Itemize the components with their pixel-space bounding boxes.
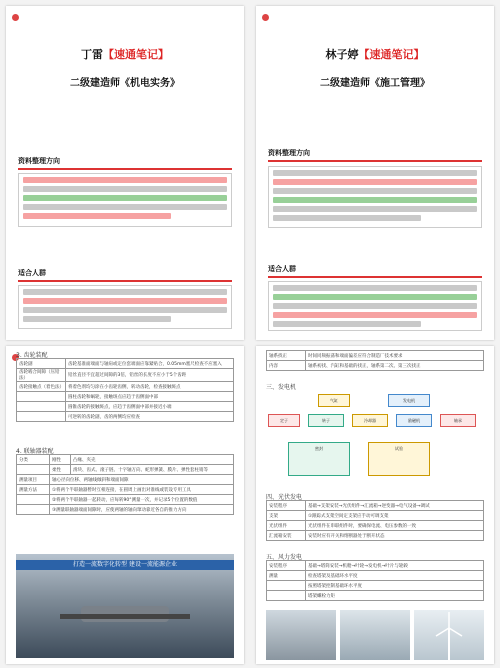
table-row: 安装程序 基础→塔筒安装→机舱→叶轮→发电机→叶片与轮毂: [267, 561, 484, 571]
section-divider: [18, 168, 232, 170]
table-row: 柔性 滑块、齿式、滚子链、十字轴万向、蛇形弹簧、膜片、弹性套柱销等: [17, 465, 234, 475]
heading-gear: 3. 齿轮装配: [16, 352, 48, 359]
section-divider: [268, 276, 482, 278]
heading-pv: 四、光伏发电: [266, 494, 303, 501]
table-row: 光伏组件 光伏组件在串联组件时，要确保电流、电压参数的一致: [267, 521, 484, 531]
heading-generator: 三、发电机: [266, 384, 297, 391]
table-row: ②将两个半联轴器一起转动，应每转90°测量一次，并记录5个位置的数值: [17, 495, 234, 505]
alignment-table: [266, 350, 484, 371]
page-jidian: [6, 6, 244, 340]
table-row: ③测量联轴器端面间隙时，应使两轴的轴向窜动靠近各自的推力方向: [17, 505, 234, 515]
diagram-node: 密封: [288, 442, 350, 476]
section-title-direction: 资料整理方向: [268, 149, 310, 157]
diagram-node: 转子: [308, 414, 344, 427]
heading-coupling: 4. 联轴器装配: [16, 448, 54, 455]
direction-content: [268, 166, 482, 228]
table-row: 测量 检查塔架及基础环水平度: [267, 571, 484, 581]
logo-icon: [262, 14, 269, 21]
table-row: 齿轮副 齿轮基准面端面与轴肩或定位套端面应靠紧贴合，0.05mm塞尺检查不应塞入: [17, 359, 234, 369]
page-shigong: [256, 6, 494, 340]
table-row: 塔架螺栓力矩: [267, 591, 484, 601]
section-title-audience: 适合人群: [268, 265, 296, 273]
coupling-table: [16, 454, 234, 515]
diagram-node: 励磁机: [396, 414, 432, 427]
author-tag: 【速通笔记】: [103, 48, 169, 61]
table-row: 分类 刚性 凸缘、夹壳: [17, 455, 234, 465]
section-divider: [268, 160, 482, 162]
brand-logo: [262, 14, 271, 21]
brand-logo: [12, 14, 21, 21]
equipment-photo: [16, 554, 234, 658]
section-divider: [18, 280, 232, 282]
section-title-audience: 适合人群: [18, 269, 46, 277]
table-row: 轴系找正 时间同频振荡和端面偏差应符合制造厂技术要求: [267, 351, 484, 361]
generator-diagram: [268, 392, 482, 484]
table-row: 圆柱齿轮和蜗轮，接触斑点应趋于齿侧面中部: [17, 392, 234, 402]
table-row: 测量方法 ①将两个半联轴器暂时互相连接，在圆周上画出对准线或装设专用工具: [17, 485, 234, 495]
nacelle-photo: [340, 610, 410, 660]
book-subtitle: 二级建造师《机电实务》: [70, 78, 180, 89]
page-notes-gear: [6, 346, 244, 664]
wind-turbine-icon: [414, 610, 484, 660]
heading-wind: 五、风力发电: [266, 554, 303, 561]
author-name: 林子婷: [325, 48, 359, 61]
diagram-node: 试验: [368, 442, 430, 476]
author-title: [6, 46, 244, 62]
table-row: 按照塔架控制基础环水平度: [267, 581, 484, 591]
table-row: 齿轮啮合间隙（压铅法） 铅丝直径不宜超过间隙的3倍，铅丝的长度不应小于5个齿距: [17, 369, 234, 382]
gear-table: [16, 358, 234, 422]
book-subtitle: 二级建造师《施工管理》: [320, 78, 430, 89]
audience-content: [18, 285, 232, 329]
machine-shaft: [60, 614, 191, 619]
table-row: 内容 轴系初找、汽缸和基础的找正，轴系第二次、第三次找正: [267, 361, 484, 371]
pv-photo: [266, 610, 336, 660]
wind-table: [266, 560, 484, 601]
diagram-node: 轴承: [440, 414, 476, 427]
direction-content: [18, 173, 232, 227]
table-row: 汇流箱安装 安装时应有开关和熔断器处于断开状态: [267, 531, 484, 541]
author-title: [256, 46, 494, 62]
section-title-direction: 资料整理方向: [18, 157, 60, 165]
logo-icon: [12, 14, 19, 21]
diagram-node: 发电机: [388, 394, 430, 407]
table-row: 齿轮接触点（着色法） 将着色剂均匀涂在小齿轮齿侧，转动齿轮，检查接触斑点: [17, 382, 234, 392]
turbine-photo: [414, 610, 484, 660]
table-row: 安装程序 基础→支架安装→光伏组件→汇流箱→逆变器→电气设备→调试: [267, 501, 484, 511]
author-tag: 【速通笔记】: [358, 48, 425, 61]
table-row: 测量项目 轴心径向位移、两轴线倾斜和端面间隙: [17, 475, 234, 485]
diagram-node: 冷却器: [352, 414, 388, 427]
table-row: 可逆转的齿轮副，齿的两侧均应检查: [17, 412, 234, 422]
diagram-node: 气缸: [318, 394, 350, 407]
author-name: 丁雷: [81, 48, 103, 61]
table-row: 支架 ①跟踪式支架空间定支架应手动可调支架: [267, 511, 484, 521]
table-row: 圆锥齿轮的接触斑点，应趋于齿侧面中部并接近小端: [17, 402, 234, 412]
photo-banner: 打造一流数字化转型 建设一流能源企业: [16, 560, 234, 570]
audience-content: [268, 281, 482, 331]
page-notes-power: [256, 346, 494, 664]
diagram-node: 定子: [268, 414, 300, 427]
pv-table: [266, 500, 484, 541]
